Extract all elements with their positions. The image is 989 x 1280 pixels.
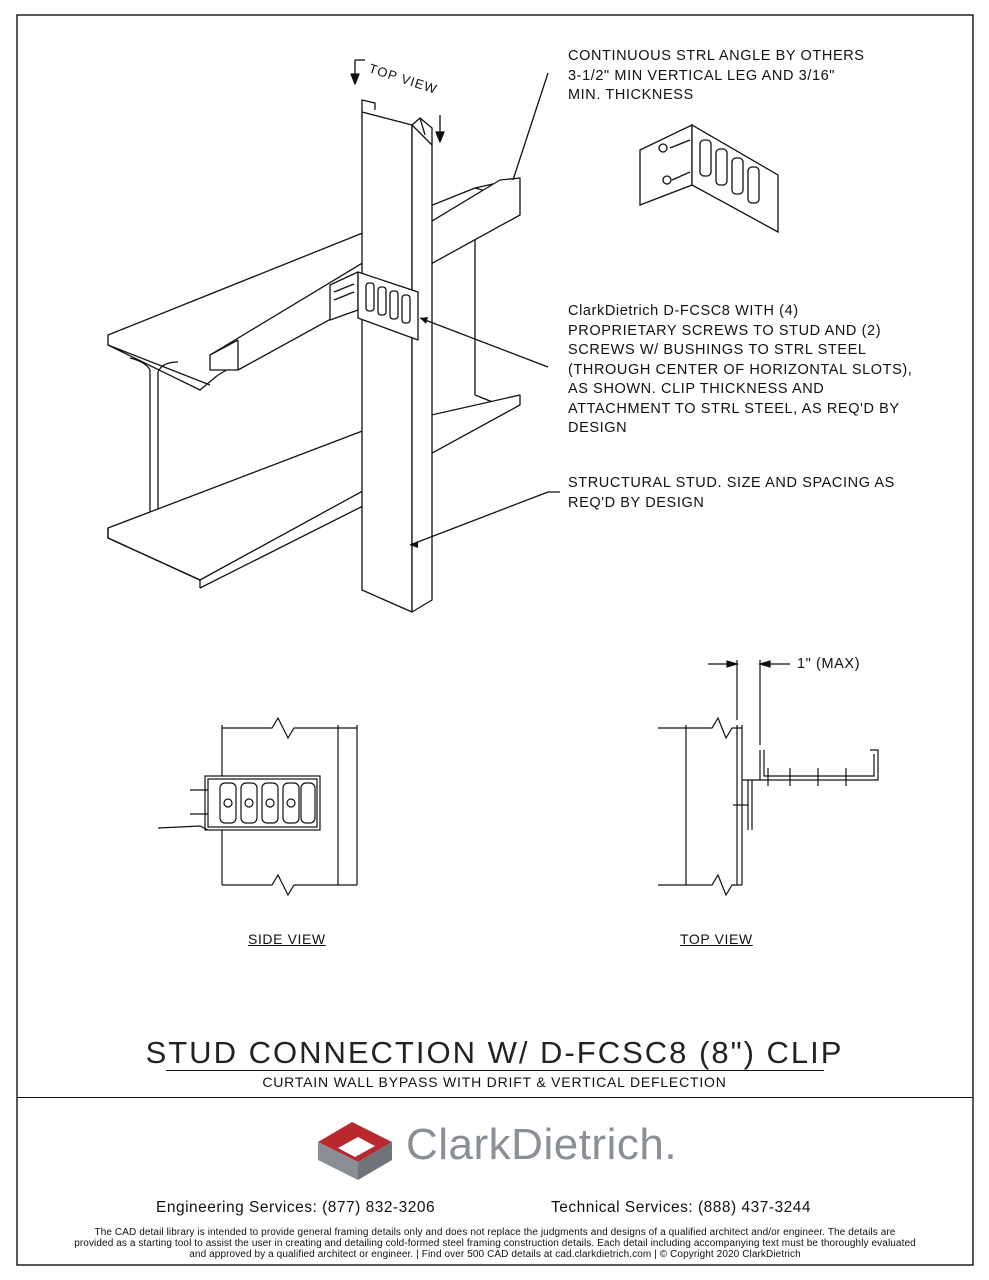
- note-stud-line: REQ'D BY DESIGN: [568, 494, 705, 511]
- dimension-label: 1" (MAX): [797, 656, 861, 672]
- disclaimer-line-3: and approved by a qualified architect or engineer. | Find over 500 CAD details at cad.clarkdietrich.com | © Copyright 2020 ClarkDietrich: [189, 1249, 801, 1260]
- leader-angle: [513, 73, 548, 180]
- note-angle-line: CONTINUOUS STRL ANGLE BY OTHERS: [568, 48, 865, 64]
- note-stud: [568, 474, 895, 513]
- technical-services: Technical Services: (888) 437-3244: [551, 1199, 811, 1216]
- brand-logo-icon: [318, 1122, 392, 1180]
- brand-name: ClarkDietrich.: [406, 1120, 678, 1169]
- disclaimer-line-1: The CAD detail library is intended to provide general framing details only and does not replace the judgments and designs of a qualified architect and/or engineer. The details are: [94, 1227, 896, 1238]
- drawing-title: STUD CONNECTION W/ D-FCSC8 (8") CLIP: [145, 1035, 844, 1070]
- note-clip-line: ATTACHMENT TO STRL STEEL, AS REQ'D BY: [568, 400, 900, 417]
- note-clip-line: ClarkDietrich D-FCSC8 WITH (4): [568, 303, 799, 319]
- iso-top-view-label: TOP VIEW: [367, 60, 440, 97]
- note-clip-line: AS SHOWN. CLIP THICKNESS AND: [568, 381, 825, 397]
- side-view-drawing: [158, 718, 357, 895]
- ibeam-bottom-flange: [108, 395, 520, 588]
- top-view-drawing: [658, 660, 878, 895]
- top-view-caption: TOP VIEW: [680, 931, 753, 947]
- note-clip: [568, 302, 912, 439]
- note-stud-line: STRUCTURAL STUD. SIZE AND SPACING AS: [568, 475, 895, 491]
- note-angle: [568, 47, 865, 106]
- clip-detail: [640, 125, 778, 232]
- engineering-services: Engineering Services: (877) 832-3206: [156, 1199, 436, 1216]
- side-view-caption: SIDE VIEW: [248, 931, 326, 947]
- isometric-view: [108, 60, 560, 612]
- title-underline: [166, 1070, 824, 1071]
- footer-separator: [17, 1097, 973, 1098]
- note-clip-line: PROPRIETARY SCREWS TO STUD AND (2): [568, 322, 882, 339]
- leader-clip: [420, 318, 548, 367]
- note-angle-line: 3-1/2" MIN VERTICAL LEG AND 3/16": [568, 67, 836, 84]
- note-clip-line: DESIGN: [568, 420, 628, 436]
- note-clip-line: SCREWS W/ BUSHINGS TO STRL STEEL: [568, 342, 867, 358]
- disclaimer-line-2: provided as a starting tool to assist the user in creating and detailing cold-formed steel framing construction details. Each detail including accompanying text must be thoroughly evaluated: [74, 1238, 916, 1249]
- structural-stud: [362, 100, 432, 612]
- note-clip-line: (THROUGH CENTER OF HORIZONTAL SLOTS),: [568, 361, 913, 378]
- drawing-subtitle: CURTAIN WALL BYPASS WITH DRIFT & VERTICAL DEFLECTION: [262, 1074, 727, 1090]
- note-angle-line: MIN. THICKNESS: [568, 87, 694, 103]
